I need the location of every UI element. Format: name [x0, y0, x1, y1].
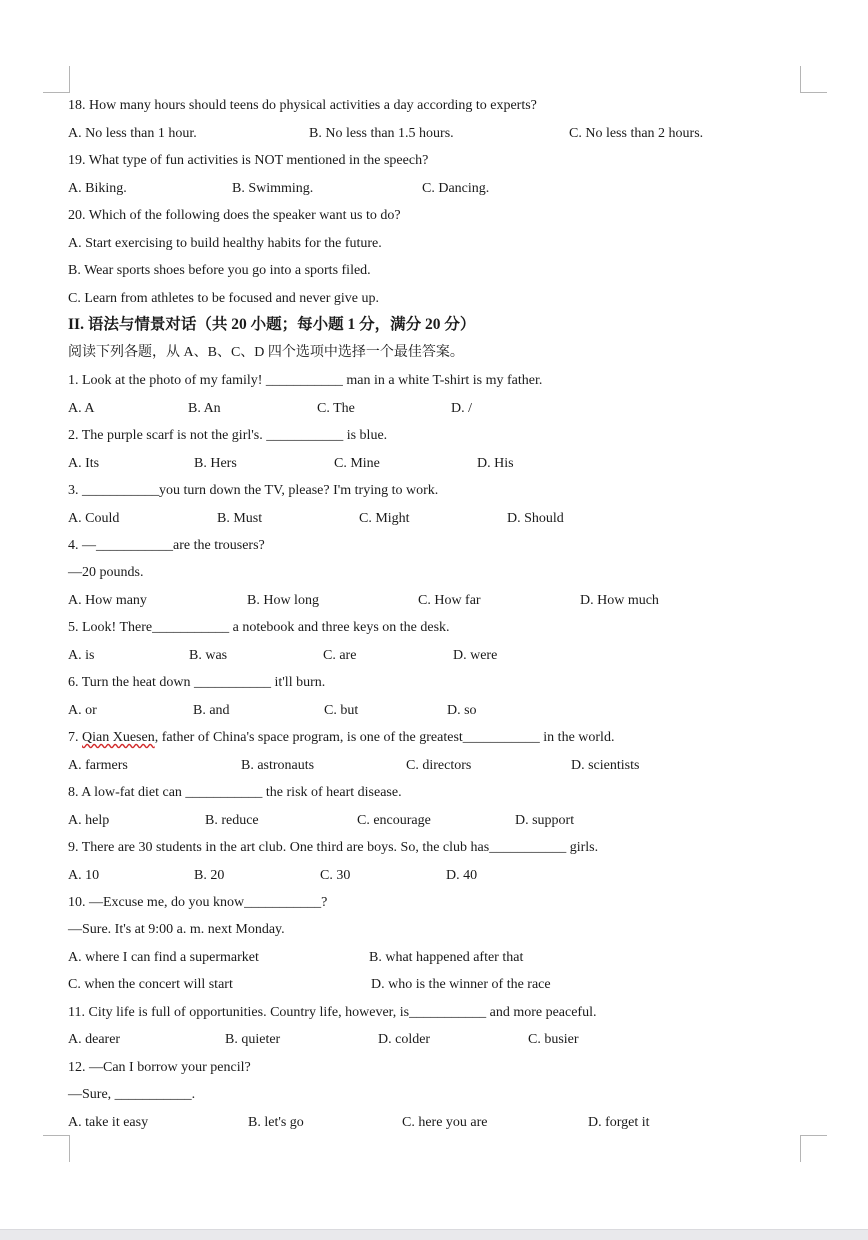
question-3-option-b: B. Must: [217, 511, 263, 526]
question-2-option-a: A. Its: [68, 456, 100, 471]
question-10-option-c: C. when the concert will start: [68, 977, 233, 992]
question-18-option-a: A. No less than 1 hour.: [68, 126, 197, 141]
question-7-rest: , father of China's space program, is one of the greatest___________ in the world.: [154, 730, 615, 745]
question-19-text: 19. What type of fun activities is NOT mentioned in the speech?: [68, 153, 429, 168]
page-corner-mark-top-left: [43, 66, 70, 93]
question-18-text: 18. How many hours should teens do physical activities a day according to experts?: [68, 98, 537, 113]
section-heading: II. 语法与情景对话（共 20 小题；每小题 1 分，满分 20 分）: [68, 316, 476, 333]
question-7-text: [68, 729, 614, 747]
question-9-text: 9. There are 30 students in the art club. One third are boys. So, the club has___________ girls.: [68, 840, 599, 855]
question-8-option-a: A. help: [68, 813, 110, 828]
question-11-option-d: C. busier: [528, 1032, 579, 1047]
question-6-text: 6. Turn the heat down ___________ it'll burn.: [68, 675, 326, 690]
question-18-option-c: C. No less than 2 hours.: [569, 126, 704, 141]
question-10-option-a: A. where I can find a supermarket: [68, 950, 259, 965]
window-bottom-bar: [0, 1229, 868, 1240]
question-5-option-d: D. were: [453, 648, 498, 663]
question-8-option-c: C. encourage: [357, 813, 431, 828]
question-6-option-c: C. but: [324, 703, 359, 718]
question-7-option-c: C. directors: [406, 758, 472, 773]
question-12-option-b: B. let's go: [248, 1115, 304, 1130]
question-6-option-a: A. or: [68, 703, 97, 718]
question-18-option-b: B. No less than 1.5 hours.: [309, 126, 454, 141]
question-11-option-a: A. dearer: [68, 1032, 121, 1047]
page-corner-mark-bottom-right: [800, 1135, 827, 1162]
question-20-option-b: B. Wear sports shoes before you go into a sports filed.: [68, 263, 371, 278]
question-19-option-b: B. Swimming.: [232, 181, 314, 196]
question-12-option-c: C. here you are: [402, 1115, 488, 1130]
question-3-option-d: D. Should: [507, 511, 564, 526]
question-10-option-d: D. who is the winner of the race: [371, 977, 551, 992]
question-5-option-b: B. was: [189, 648, 228, 663]
question-1-option-c: C. The: [317, 401, 355, 416]
question-2-option-c: C. Mine: [334, 456, 380, 471]
question-10-text: 10. —Excuse me, do you know___________?: [68, 895, 328, 910]
question-12-reply: —Sure, ___________.: [68, 1087, 196, 1102]
question-8-text: 8. A low-fat diet can ___________ the risk of heart disease.: [68, 785, 402, 800]
question-7-spellcheck-name: Qian Xuesen: [82, 730, 155, 745]
question-3-option-c: C. Might: [359, 511, 410, 526]
question-20-option-a: A. Start exercising to build healthy habits for the future.: [68, 236, 382, 251]
question-1-text: 1. Look at the photo of my family! ___________ man in a white T-shirt is my father.: [68, 373, 543, 388]
question-6-option-b: B. and: [193, 703, 230, 718]
question-7-option-b: B. astronauts: [241, 758, 315, 773]
question-4-option-c: C. How far: [418, 593, 481, 608]
question-5-option-a: A. is: [68, 648, 95, 663]
question-6-option-d: D. so: [447, 703, 477, 718]
question-2-option-d: D. His: [477, 456, 514, 471]
question-11-option-b: B. quieter: [225, 1032, 281, 1047]
question-8-option-b: B. reduce: [205, 813, 259, 828]
question-9-option-a: A. 10: [68, 868, 100, 883]
question-5-text: 5. Look! There___________ a notebook and three keys on the desk.: [68, 620, 450, 635]
section-instruction: 阅读下列各题，从 A、B、C、D 四个选项中选择一个最佳答案。: [68, 345, 464, 360]
question-9-option-b: B. 20: [194, 868, 225, 883]
question-8-option-d: D. support: [515, 813, 575, 828]
question-4-text: 4. —___________are the trousers?: [68, 538, 265, 553]
question-9-option-d: D. 40: [446, 868, 478, 883]
question-12-option-a: A. take it easy: [68, 1115, 149, 1130]
question-4-option-b: B. How long: [247, 593, 319, 608]
question-11-text: 11. City life is full of opportunities. Country life, however, is___________ and more peaceful.: [68, 1005, 597, 1020]
question-9-option-c: C. 30: [320, 868, 351, 883]
question-20-option-c: C. Learn from athletes to be focused and never give up.: [68, 291, 380, 306]
question-20-text: 20. Which of the following does the speaker want us to do?: [68, 208, 401, 223]
page-corner-mark-top-right: [800, 66, 827, 93]
question-12-text: 12. —Can I borrow your pencil?: [68, 1060, 251, 1075]
question-3-text: 3. ___________you turn down the TV, please? I'm trying to work.: [68, 483, 439, 498]
question-1-option-d: D. /: [451, 401, 472, 416]
question-11-option-c: D. colder: [378, 1032, 431, 1047]
question-1-option-b: B. An: [188, 401, 221, 416]
question-7-option-d: D. scientists: [571, 758, 640, 773]
question-4-reply: —20 pounds.: [68, 565, 144, 580]
page-corner-mark-bottom-left: [43, 1135, 70, 1162]
question-7-number: 7.: [68, 730, 82, 745]
question-5-option-c: C. are: [323, 648, 357, 663]
question-12-option-d: D. forget it: [588, 1115, 650, 1130]
question-3-option-a: A. Could: [68, 511, 120, 526]
question-4-option-a: A. How many: [68, 593, 147, 608]
question-10-reply: —Sure. It's at 9:00 a. m. next Monday.: [68, 922, 285, 937]
question-19-option-a: A. Biking.: [68, 181, 127, 196]
question-10-option-b: B. what happened after that: [369, 950, 524, 965]
question-2-option-b: B. Hers: [194, 456, 237, 471]
question-19-option-c: C. Dancing.: [422, 181, 490, 196]
question-7-option-a: A. farmers: [68, 758, 128, 773]
question-1-option-a: A. A: [68, 401, 95, 416]
question-4-option-d: D. How much: [580, 593, 659, 608]
question-2-text: 2. The purple scarf is not the girl's. ___________ is blue.: [68, 428, 388, 443]
